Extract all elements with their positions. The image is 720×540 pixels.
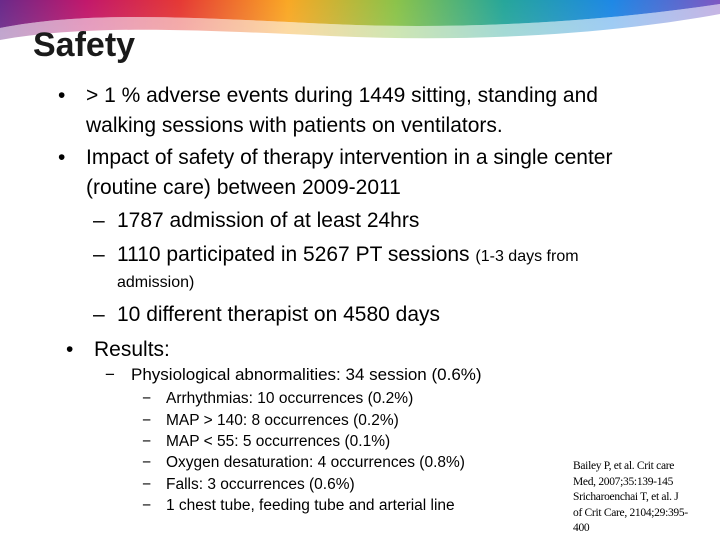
- sub-bullet-marker: –: [93, 243, 105, 266]
- level4-text: 1 chest tube, feeding tube and arterial line: [166, 497, 455, 514]
- citation-line: Med, 2007;35:139-145: [573, 475, 674, 488]
- level4-text: MAP > 140: 8 occurrences (0.2%): [166, 412, 399, 429]
- sub-bullet: [93, 209, 419, 233]
- citation-line: Bailey P, et al. Crit care: [573, 460, 675, 472]
- bullet-line-continued: walking sessions with patients on ventilators.: [86, 114, 503, 137]
- bullet-marker: •: [58, 84, 66, 107]
- sub-bullet-text: 1787 admission of at least 24hrs: [117, 209, 420, 232]
- sub-bullet: [93, 243, 579, 267]
- bullet-line: [58, 146, 612, 170]
- level4-marker: −: [142, 476, 152, 493]
- level4-text: Arrhythmias: 10 occurrences (0.2%): [166, 390, 414, 407]
- bullet-text: Impact of safety of therapy intervention in a single center: [86, 146, 613, 169]
- citation-block: [573, 459, 713, 537]
- sub-bullet-note-continued: admission): [117, 274, 195, 291]
- sub-bullet-marker: –: [93, 209, 105, 232]
- sub-bullet: [93, 303, 440, 327]
- level4-text: Falls: 3 occurrences (0.6%): [166, 476, 355, 493]
- bullet-line-continued: (routine care) between 2009-2011: [86, 176, 401, 199]
- level4-marker: −: [142, 390, 152, 407]
- sub-bullet-text: 1110 participated in 5267 PT sessions: [117, 243, 470, 266]
- level4-text: MAP < 55: 5 occurrences (0.1%): [166, 433, 391, 450]
- citation-line: of Crit Care, 2104;29:395-: [573, 506, 688, 519]
- sub-bullet-note: (1-3 days from: [475, 248, 579, 265]
- level4-marker: −: [142, 412, 152, 429]
- results-label: Results:: [94, 338, 170, 361]
- level3-text: Physiological abnormalities: 34 session (0.6%): [131, 365, 482, 384]
- level4-item: [142, 390, 413, 408]
- sub-bullet-text: 10 different therapist on 4580 days: [117, 303, 441, 326]
- level3-item: [105, 365, 482, 385]
- level4-text: Oxygen desaturation: 4 occurrences (0.8%): [166, 454, 465, 471]
- level4-item: [142, 433, 390, 451]
- level4-item: [142, 497, 455, 515]
- level4-marker: −: [142, 497, 152, 514]
- level4-marker: −: [142, 433, 152, 450]
- citation-line: Sricharoenchai T, et al. J: [573, 491, 679, 503]
- level4-item: [142, 476, 355, 494]
- level4-item: [142, 412, 399, 430]
- bullet-line: [58, 84, 598, 108]
- citation-line: 400: [573, 522, 590, 534]
- level4-item: [142, 454, 465, 472]
- bullet-marker: •: [66, 338, 74, 361]
- level3-marker: −: [105, 365, 115, 384]
- results-heading: [66, 338, 170, 362]
- slide-title: Safety: [33, 26, 136, 64]
- sub-bullet-marker: –: [93, 303, 105, 326]
- bullet-text: > 1 % adverse events during 1449 sitting, standing and: [86, 84, 598, 107]
- bullet-marker: •: [58, 146, 66, 169]
- level4-marker: −: [142, 454, 152, 471]
